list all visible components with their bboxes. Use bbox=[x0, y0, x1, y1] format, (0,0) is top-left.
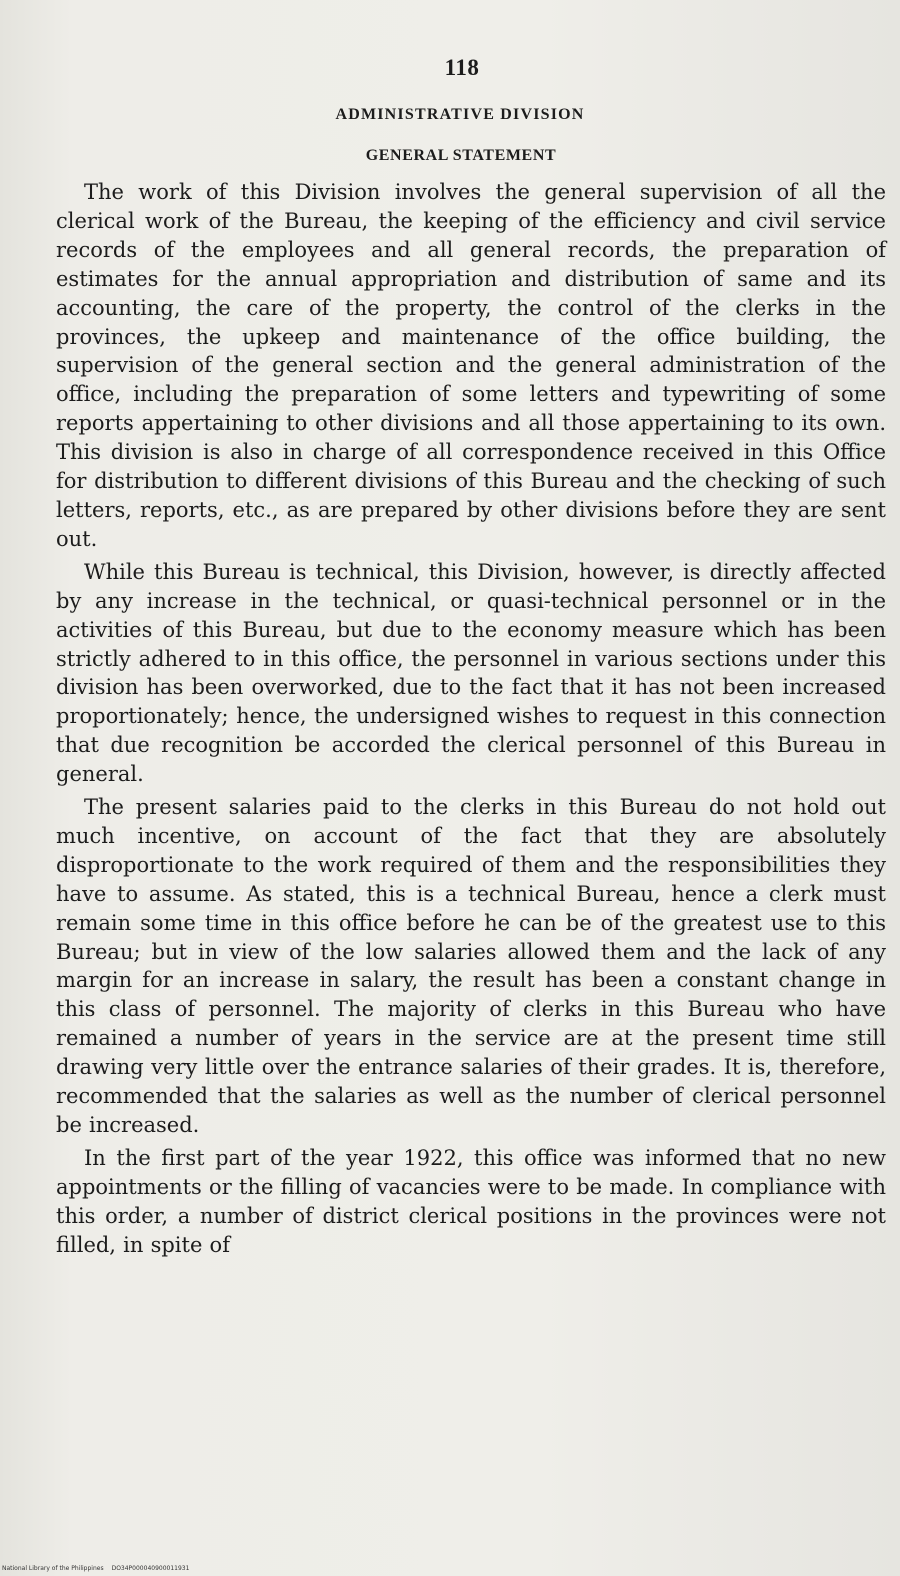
paragraph-1: The work of this Division involves the general supervision of all the clerical work of the Bureau, the keeping of the efficiency and civil service records of the employees and all general records, the preparation of estimates for the annual appropriation and distribution of same and its accounting, the care of the property, the control of the clerks in the provinces, the upkeep and maintenance of the office building, the supervision of the general section and the general administration of the office, including the preparation of some letters and typewriting of some reports appertaining to other divisions and all those appertaining to its own. This division is also in charge of all correspondence received in this Office for distribution to different divisions of this Bureau and the checking of such letters, reports, etc., as are prepared by other divisions before they are sent out. bbox=[56, 180, 886, 551]
division-title: ADMINISTRATIVE DIVISION bbox=[335, 106, 585, 123]
body-text bbox=[56, 178, 886, 1264]
footer-identifier: DO34P000040900011931 bbox=[111, 1565, 190, 1572]
paragraph-4: In the first part of the year 1922, this office was informed that no new appointments or the filling of vacancies were to be made. In compliance with this order, a number of district clerical positions in the provinces were not filled, in spite of bbox=[56, 1145, 886, 1257]
page-number: 118 bbox=[444, 55, 480, 80]
section-title: GENERAL STATEMENT bbox=[365, 147, 557, 164]
footer-credit bbox=[2, 1565, 189, 1572]
footer-library-name: National Library of the Philippines bbox=[2, 1565, 104, 1572]
paragraph-2: While this Bureau is technical, this Division, however, is directly affected by any increase in the technical, or quasi-technical personnel or in the activities of this Bureau, but due to the economy measure which has been strictly adhered to in this office, the personnel in various sections under this division has been overworked, due to the fact that it has not been increased proportionately; hence, the undersigned wishes to request in this connection that due recognition be accorded the clerical personnel of this Bureau in general. bbox=[56, 559, 886, 787]
paragraph-3: The present salaries paid to the clerks in this Bureau do not hold out much incentive, on account of the fact that they are absolutely disproportionate to the work required of them and the responsibilities they have to assume. As stated, this is a technical Bureau, hence a clerk must remain some time in this office before he can be of the greatest use to this Bureau; but in view of the low salaries allowed them and the lack of any margin for an increase in salary, the result has been a constant change in this class of personnel. The majority of clerks in this Bureau who have remained a number of years in the service are at the present time still drawing very little over the entrance salaries of their grades. It is, therefore, recommended that the salaries as well as the number of clerical personnel be increased. bbox=[56, 795, 886, 1137]
